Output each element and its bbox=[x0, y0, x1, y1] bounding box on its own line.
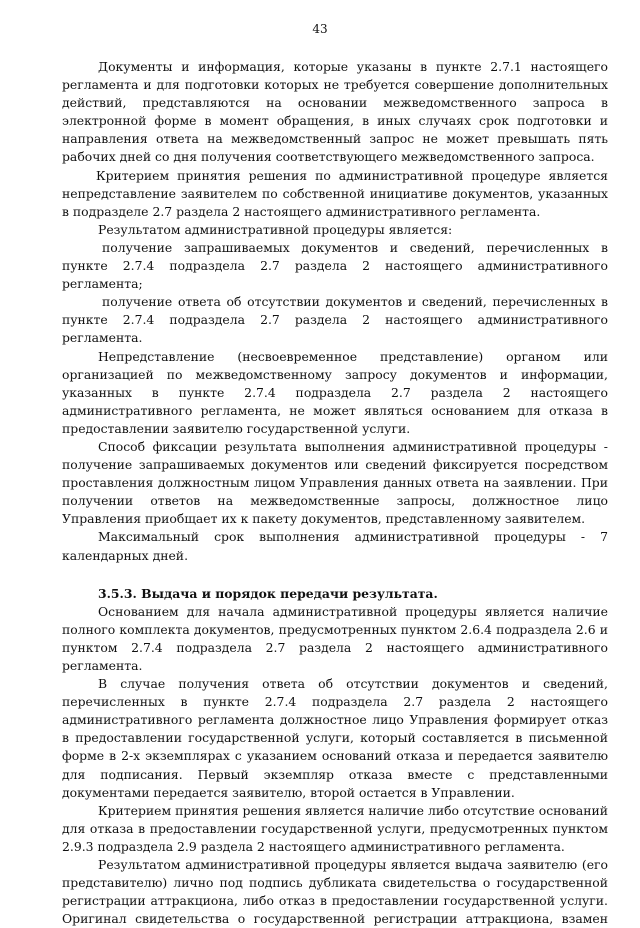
section-paragraph-refusal: В случае получения ответа об отсутствии документов и сведений, перечисленных в пункте 2.7.4 подраздела 2.7 раздела 2 настоящего административного регламента должностное лицо Управления формирует отказ в предоставлении государственной услуги, который составляется в письменной форме в 2-х экземплярах с указанием оснований отказа и передается заявителю для подписания. Первый экземпляр отказа вместе с представленными документами передается заявителю, второй остается в Управлении. bbox=[62, 676, 608, 800]
paragraph-fixation-method: Способ фиксации результата выполнения административной процедуры - получение запрашиваемых документов или сведений фиксируется посредством проставления должностным лицом Управления данных ответа на заявлении. При получении ответов на межведомственные запросы, должностное лицо Управления приобщает их к пакету документов, представленному заявителем. bbox=[62, 438, 608, 527]
page-number: 43 bbox=[312, 22, 328, 36]
section-paragraph-result: Результатом административной процедуры является выдача заявителю (его представителю) лично под подпись дубликата свидетельства о государственной регистрации аттракциона, либо отказ в предоставлении государственной услуги. Оригинал свидетельства о государственной регистрации аттракциона, взамен bbox=[62, 857, 608, 927]
document-body bbox=[62, 58, 608, 928]
section-heading: 3.5.3. Выдача и порядок передачи результата. bbox=[98, 585, 438, 601]
paragraph-interagency-documents: Документы и информация, которые указаны в пункте 2.7.1 настоящего регламента и для подготовки которых не требуется совершение дополнительных действий, представляются на основании межведомственного запроса в электронной форме в момент обращения, в иных случаях срок подготовки и направления ответа на межведомственный запрос не может превышать пять рабочих дней со дня получения соответствующего межведомственного запроса. bbox=[62, 59, 608, 165]
section-paragraph-criterion: Критерием принятия решения является наличие либо отсутствие оснований для отказа в предоставлении государственной услуги, предусмотренных пунктом 2.9.3 подраздела 2.9 раздела 2 настоящего административного регламента. bbox=[62, 802, 608, 854]
paragraph-result-intro: Результатом административной процедуры является: bbox=[98, 221, 453, 237]
paragraph-non-submission: Непредставление (несвоевременное представление) органом или организацией по межведомственному запросу документов и информации, указанных в пункте 2.7.4 подраздела 2.7 раздела 2 настоящего административного регламента, не может являться основанием для отказа в предоставлении заявителю государственной услуги. bbox=[62, 348, 608, 436]
paragraph-decision-criterion: Критерием принятия решения по административной процедуре является непредставление заявителем по собственной инициативе документов, указанных в подразделе 2.7 раздела 2 настоящего административного регламента. bbox=[62, 167, 608, 219]
paragraph-result-item-2: получение ответа об отсутствии документов и сведений, перечисленных в пункте 2.7.4 подраздела 2.7 раздела 2 настоящего административного регламента. bbox=[62, 294, 608, 346]
section-paragraph-basis: Основанием для начала административной процедуры является наличие полного комплекта документов, предусмотренных пунктом 2.6.4 подраздела 2.6 и пунктом 2.7.4 подраздела 2.7 раздела 2 настоящего административного регламента. bbox=[62, 603, 608, 673]
paragraph-max-term: Максимальный срок выполнения административной процедуры - 7 календарных дней. bbox=[62, 529, 608, 563]
paragraph-result-item-1: получение запрашиваемых документов и сведений, перечисленных в пункте 2.7.4 подраздела 2.7 раздела 2 настоящего административного регламента; bbox=[62, 239, 608, 292]
